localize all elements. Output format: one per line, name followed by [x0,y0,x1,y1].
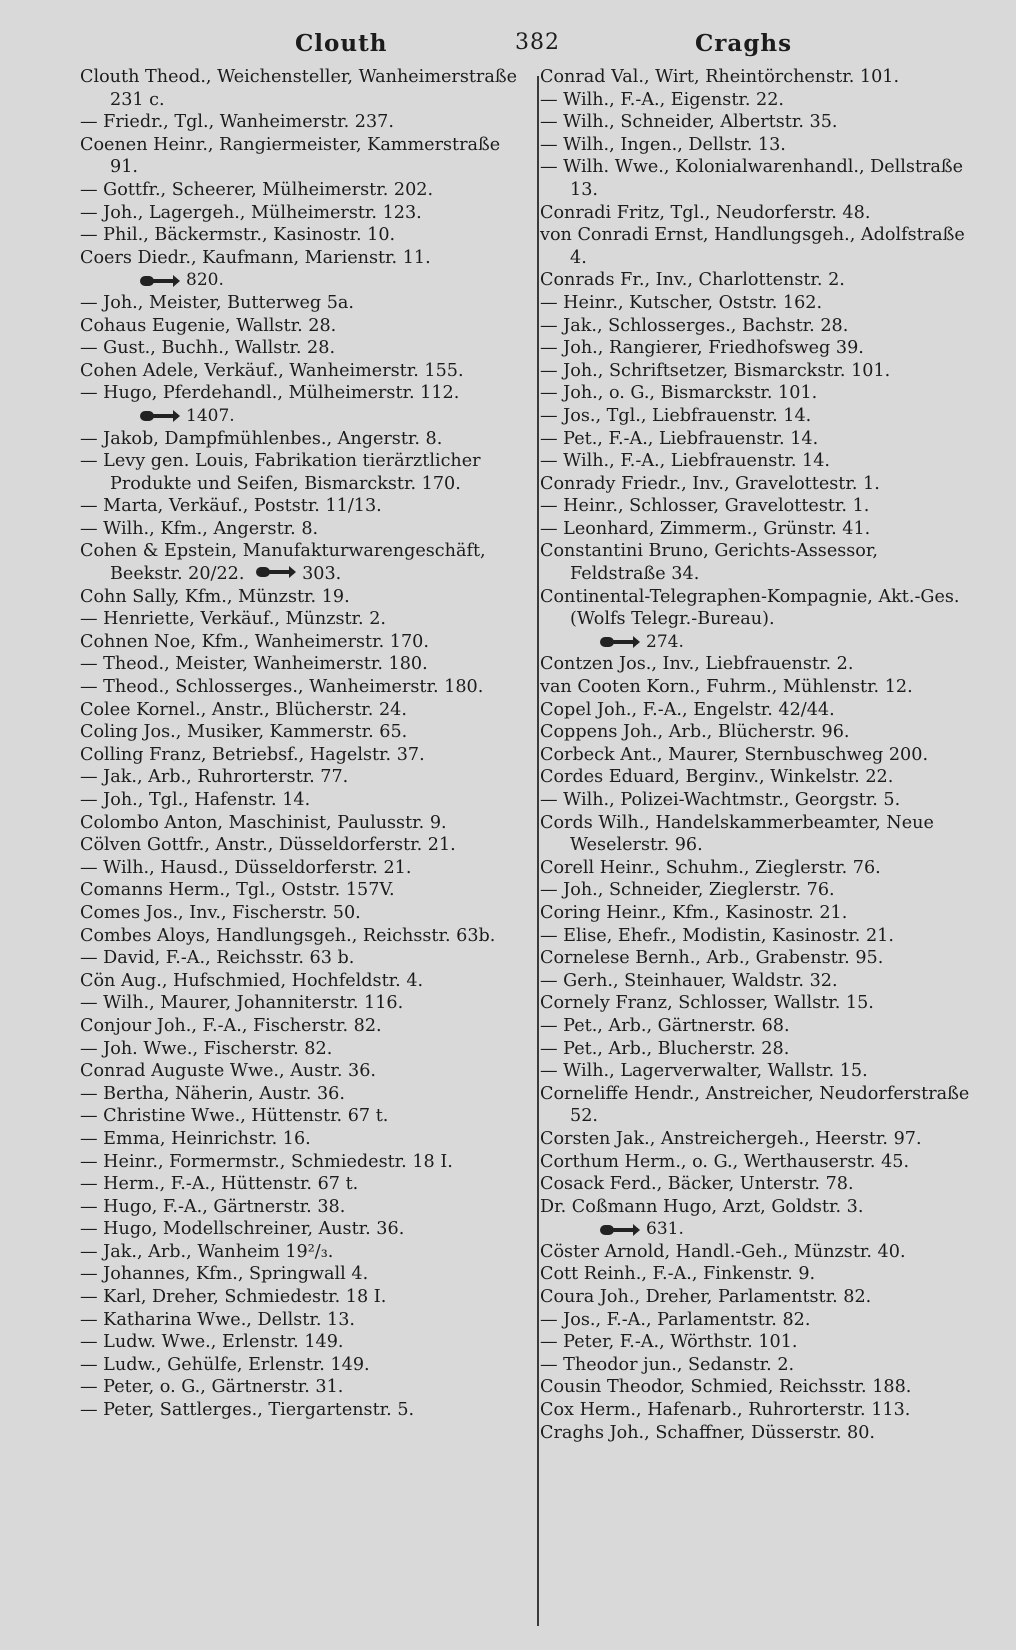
entry-text: Cords Wilh., Handelskammerbeamter, Neue Weselerstr. 96. [540,812,934,856]
directory-entry [540,1173,976,1196]
phone-line [540,631,976,654]
directory-entry [80,518,526,541]
directory-entry [80,202,526,225]
entry-text: Conrad Auguste Wwe., Austr. 36. [80,1061,376,1082]
telephone-icon [256,565,296,579]
entry-text: — David, F.-A., Reichsstr. 63 b. [80,948,355,969]
entry-text: Combes Aloys, Handlungsgeh., Reichsstr. 63b. [80,925,496,946]
directory-entry [540,586,976,631]
entry-text: Cön Aug., Hufschmied, Hochfeldstr. 4. [80,970,424,991]
directory-entry [540,89,976,112]
entry-text: — Peter, F.-A., Wörthstr. 101. [540,1332,798,1353]
entry-text: von Conradi Ernst, Handlungsgeh., Adolfstraße 4. [540,225,965,268]
entry-text: Corbeck Ant., Maurer, Sternbuschweg 200. [540,744,929,765]
directory-entry [540,540,976,585]
directory-entry [80,947,526,970]
entry-text: — Pet., Arb., Gärtnerstr. 68. [540,1015,790,1036]
directory-entry [540,428,976,451]
directory-entry [80,812,526,835]
entry-text: — Herm., F.-A., Hüttenstr. 67 t. [80,1174,359,1195]
entry-text: Corthum Herm., o. G., Werthauserstr. 45. [540,1151,910,1172]
entry-text: — Ludw. Wwe., Erlenstr. 149. [80,1332,344,1353]
left-column [80,66,526,1422]
entry-text: — Jos., F.-A., Parlamentstr. 82. [540,1309,811,1330]
entry-text: — Wilh., Polizei-Wachtmstr., Georgstr. 5. [540,790,901,810]
entry-text: — Wilh., F.-A., Liebfrauenstr. 14. [540,451,831,472]
entry-text: — Joh., Meister, Butterweg 5a. [80,292,354,313]
entry-text: Cohn Sally, Kfm., Münzstr. 19. [80,586,350,607]
entry-text: — Joh., Lagergeh., Mülheimerstr. 123. [80,202,422,223]
directory-entry [80,699,526,722]
right-column [540,66,976,1444]
directory-entry [80,247,526,270]
directory-entry [80,1241,526,1264]
entry-text: — Christine Wwe., Hüttenstr. 67 t. [80,1106,389,1127]
entry-text: — Theodor jun., Sedanstr. 2. [540,1354,795,1375]
directory-entry [80,382,526,405]
directory-entry [540,1354,976,1377]
entry-text: Contzen Jos., Inv., Liebfrauenstr. 2. [540,654,854,675]
entry-text: Cousin Theodor, Schmied, Reichsstr. 188. [540,1377,912,1398]
entry-text: — Wilh., Lagerverwalter, Wallstr. 15. [540,1061,868,1082]
entry-text: — Jos., Tgl., Liebfrauenstr. 14. [540,405,812,426]
page-header [0,22,1016,66]
directory-entry [540,337,976,360]
entry-text: Corneliffe Hendr., Anstreicher, Neudorferstraße 52. [540,1083,970,1127]
directory-entry [80,1218,526,1241]
header-last-entry: Craghs [695,30,793,57]
entry-text: — Wilh., Schneider, Albertstr. 35. [540,112,838,133]
directory-entry [80,495,526,518]
entry-text: — Heinr., Kutscher, Oststr. 162. [540,292,823,313]
entry-text: Conrad Val., Wirt, Rheintörchenstr. 101. [540,67,900,87]
directory-entry [540,473,976,496]
phone-line [540,1218,976,1241]
entry-text: Conradi Fritz, Tgl., Neudorferstr. 48. [540,202,871,223]
directory-entry [540,224,976,269]
directory-entry [540,1015,976,1038]
entry-text: — Pet., Arb., Blucherstr. 28. [540,1038,790,1059]
directory-entry [80,1105,526,1128]
directory-entry [80,744,526,767]
directory-entry [80,337,526,360]
entry-text: Coura Joh., Dreher, Parlamentstr. 82. [540,1287,872,1308]
directory-entry [540,1331,976,1354]
directory-entry [80,631,526,654]
directory-entry [540,1060,976,1083]
entry-text: Cox Herm., Hafenarb., Ruhrorterstr. 113. [540,1400,911,1421]
entry-text: — Wilh., Ingen., Dellstr. 13. [540,134,786,155]
directory-entry [80,1173,526,1196]
directory-entry [80,992,526,1015]
entry-text: Dr. Coßmann Hugo, Arzt, Goldstr. 3. [540,1196,864,1217]
directory-entry [540,269,976,292]
entry-text: — Peter, o. G., Gärtnerstr. 31. [80,1377,344,1398]
directory-entry [540,111,976,134]
directory-entry [80,1399,526,1422]
entry-text: Cosack Ferd., Bäcker, Unterstr. 78. [540,1174,854,1195]
entry-text: — Levy gen. Louis, Fabrikation tierärztlicher Produkte und Seifen, Bismarckstr. 170. [80,451,481,494]
entry-text: — Ludw., Gehülfe, Erlenstr. 149. [80,1354,370,1375]
entry-text: — Heinr., Formermstr., Schmiedestr. 18 I. [80,1151,453,1172]
entry-text: — Emma, Heinrichstr. 16. [80,1128,311,1149]
entry-text: — Hugo, Modellschreiner, Austr. 36. [80,1219,405,1240]
directory-entry [540,1196,976,1219]
entry-text: — Theod., Meister, Wanheimerstr. 180. [80,654,428,675]
entry-text: — Joh. Wwe., Fischerstr. 82. [80,1038,333,1059]
entry-text: — Joh., o. G., Bismarckstr. 101. [540,383,818,404]
directory-entry [80,1286,526,1309]
header-first-entry: Clouth [295,30,388,57]
entry-text: Colling Franz, Betriebsf., Hagelstr. 37. [80,744,425,765]
directory-entry [540,1263,976,1286]
entry-text: Clouth Theod., Weichensteller, Wanheimerstraße 231 c. [80,67,517,110]
entry-text: Coppens Joh., Arb., Blücherstr. 96. [540,722,850,743]
directory-entry [80,1263,526,1286]
entry-text: — Henriette, Verkäuf., Münzstr. 2. [80,609,387,630]
entry-text: — Phil., Bäckermstr., Kasinostr. 10. [80,225,396,246]
entry-text: — Wilh., Hausd., Düsseldorferstr. 21. [80,857,412,878]
directory-entry [80,1354,526,1377]
entry-text: — Pet., F.-A., Liebfrauenstr. 14. [540,428,819,449]
column-divider [537,76,539,1626]
directory-entry [80,292,526,315]
directory-entry [540,721,976,744]
directory-entry [80,111,526,134]
directory-entry [540,1151,976,1174]
entry-text: — Wilh. Wwe., Kolonialwarenhandl., Dellstraße 13. [540,157,964,200]
entry-text: — Joh., Schneider, Zieglerstr. 76. [540,880,835,901]
directory-entry [80,1309,526,1332]
directory-entry [540,812,976,857]
directory-entry [540,156,976,201]
directory-entry [540,1286,976,1309]
directory-entry [540,676,976,699]
directory-entry [540,1241,976,1264]
entry-text: Coring Heinr., Kfm., Kasinostr. 21. [540,902,848,923]
entry-text: — Heinr., Schlosser, Gravelottestr. 1. [540,496,870,517]
entry-text: — Friedr., Tgl., Wanheimerstr. 237. [80,112,394,133]
entry-text: Comanns Herm., Tgl., Oststr. 157V. [80,880,395,901]
telephone-icon [140,409,180,423]
phone-number: 1407. [186,405,235,426]
entry-text: — Hugo, Pferdehandl., Mülheimerstr. 112. [80,383,460,404]
entry-text: — Jak., Arb., Ruhrorterstr. 77. [80,767,349,788]
directory-entry [540,1422,976,1445]
directory-entry [80,540,526,585]
directory-entry [540,857,976,880]
directory-entry [80,1128,526,1151]
directory-entry [80,1331,526,1354]
directory-entry [540,1309,976,1332]
page-number: 382 [515,30,560,55]
directory-entry [540,925,976,948]
phone-line [80,269,526,292]
directory-entry [540,382,976,405]
entry-text: — Wilh., F.-A., Eigenstr. 22. [540,89,785,110]
directory-entry [80,66,526,111]
directory-entry [80,608,526,631]
entry-text: — Joh., Rangierer, Friedhofsweg 39. [540,338,864,359]
directory-entry [540,1083,976,1128]
entry-text: Conjour Joh., F.-A., Fischerstr. 82. [80,1015,382,1036]
directory-entry [540,879,976,902]
directory-entry [80,834,526,857]
directory-entry [80,970,526,993]
entry-text: Comes Jos., Inv., Fischerstr. 50. [80,902,361,923]
directory-entry [80,902,526,925]
entry-text: Cornely Franz, Schlosser, Wallstr. 15. [540,993,874,1014]
entry-text: — Wilh., Maurer, Johanniterstr. 116. [80,993,404,1014]
entry-text: — Gerh., Steinhauer, Waldstr. 32. [540,970,838,991]
entry-text: Corsten Jak., Anstreichergeh., Heerstr. 97. [540,1128,922,1149]
directory-entry [80,766,526,789]
directory-entry [80,1196,526,1219]
directory-entry [80,315,526,338]
entry-text: Cornelese Bernh., Arb., Grabenstr. 95. [540,948,884,969]
entry-text: — Katharina Wwe., Dellstr. 13. [80,1309,356,1330]
entry-text: Colee Kornel., Anstr., Blücherstr. 24. [80,699,407,720]
directory-entry [80,721,526,744]
directory-entry [540,518,976,541]
entry-text: — Jakob, Dampfmühlenbes., Angerstr. 8. [80,428,443,449]
entry-text: Conrady Friedr., Inv., Gravelottestr. 1. [540,473,880,494]
telephone-icon [600,1223,640,1237]
entry-text: van Cooten Korn., Fuhrm., Mühlenstr. 12. [540,677,913,698]
phone-number: 303. [302,564,342,585]
directory-entry [540,202,976,225]
telephone-icon [600,635,640,649]
directory-entry [540,789,976,812]
directory-entry [80,789,526,812]
entry-text: — Theod., Schlosserges., Wanheimerstr. 180. [80,677,484,698]
directory-entry [80,179,526,202]
entry-text: Cott Reinh., F.-A., Finkenstr. 9. [540,1264,816,1285]
entry-text: Coling Jos., Musiker, Kammerstr. 65. [80,722,408,743]
entry-text: — Bertha, Näherin, Austr. 36. [80,1083,345,1104]
directory-entry [540,1128,976,1151]
directory-entry [80,653,526,676]
entry-text: — Joh., Schriftsetzer, Bismarckstr. 101. [540,360,891,381]
entry-text: — Karl, Dreher, Schmiedestr. 18 I. [80,1287,387,1308]
entry-text: Continental-Telegraphen-Kompagnie, Akt.-Ges. (Wolfs Telegr.-Bureau). [540,586,960,630]
entry-text: — Leonhard, Zimmerm., Grünstr. 41. [540,518,871,539]
directory-entry [540,1399,976,1422]
directory-entry [80,224,526,247]
entry-text: Cordes Eduard, Berginv., Winkelstr. 22. [540,767,894,788]
entry-text: Cohnen Noe, Kfm., Wanheimerstr. 170. [80,631,429,652]
directory-entry [540,134,976,157]
phone-number: 820. [186,270,224,291]
directory-entry [80,1038,526,1061]
entry-text: Coers Diedr., Kaufmann, Marienstr. 11. [80,247,431,268]
directory-entry [540,992,976,1015]
directory-entry [80,676,526,699]
directory-entry [540,1038,976,1061]
entry-text: — Hugo, F.-A., Gärtnerstr. 38. [80,1196,346,1217]
directory-entry [540,1376,976,1399]
directory-entry [540,766,976,789]
entry-text: — Jak., Arb., Wanheim 19²/₃. [80,1241,334,1262]
entry-text: Corell Heinr., Schuhm., Zieglerstr. 76. [540,857,881,878]
directory-entry [540,902,976,925]
directory-entry [540,315,976,338]
directory-entry [80,1376,526,1399]
directory-entry [80,360,526,383]
directory-entry [80,925,526,948]
entry-text: Colombo Anton, Maschinist, Paulusstr. 9. [80,812,447,833]
entry-text: — Gust., Buchh., Wallstr. 28. [80,338,336,359]
phone-number: 631. [646,1219,684,1240]
entry-text: — Johannes, Kfm., Springwall 4. [80,1264,369,1285]
directory-entry [540,360,976,383]
phone-line [80,405,526,428]
directory-entry [540,292,976,315]
directory-entry [80,450,526,495]
directory-entry [540,405,976,428]
directory-entry [540,699,976,722]
entry-text: — Joh., Tgl., Hafenstr. 14. [80,790,311,810]
directory-entry [80,1151,526,1174]
entry-text: Cohaus Eugenie, Wallstr. 28. [80,315,337,336]
directory-entry [540,450,976,473]
directory-entry [80,879,526,902]
entry-text: Cohen Adele, Verkäuf., Wanheimerstr. 155. [80,360,464,381]
entry-text: Cohen & Epstein, Manufakturwarengeschäft, Beekstr. 20/22. [80,541,486,585]
directory-entry [80,1060,526,1083]
entry-text: — Gottfr., Scheerer, Mülheimerstr. 202. [80,179,434,200]
entry-text: Cöster Arnold, Handl.-Geh., Münzstr. 40. [540,1241,906,1262]
directory-entry [540,947,976,970]
entry-text: — Elise, Ehefr., Modistin, Kasinostr. 21. [540,925,894,946]
entry-text: Conrads Fr., Inv., Charlottenstr. 2. [540,270,845,291]
directory-entry [80,586,526,609]
directory-entry [80,1083,526,1106]
entry-text: Craghs Joh., Schaffner, Düsserstr. 80. [540,1422,876,1443]
entry-text: Copel Joh., F.-A., Engelstr. 42/44. [540,699,835,720]
entry-text: — Jak., Schlosserges., Bachstr. 28. [540,315,849,336]
phone-number: 274. [646,631,684,652]
directory-entry [540,744,976,767]
directory-entry [80,1015,526,1038]
entry-text: Coenen Heinr., Rangiermeister, Kammerstraße 91. [80,134,501,178]
entry-text: — Peter, Sattlerges., Tiergartenstr. 5. [80,1400,415,1421]
directory-entry [540,970,976,993]
directory-entry [80,428,526,451]
entry-text: Cölven Gottfr., Anstr., Düsseldorferstr. 21. [80,835,456,856]
entry-text: Constantini Bruno, Gerichts-Assessor, Feldstraße 34. [540,541,878,585]
directory-entry [540,66,976,89]
directory-entry [80,857,526,880]
telephone-icon [140,274,180,288]
directory-entry [80,134,526,179]
entry-text: — Wilh., Kfm., Angerstr. 8. [80,518,319,539]
directory-entry [540,653,976,676]
directory-entry [540,495,976,518]
entry-text: — Marta, Verkäuf., Poststr. 11/13. [80,496,382,517]
